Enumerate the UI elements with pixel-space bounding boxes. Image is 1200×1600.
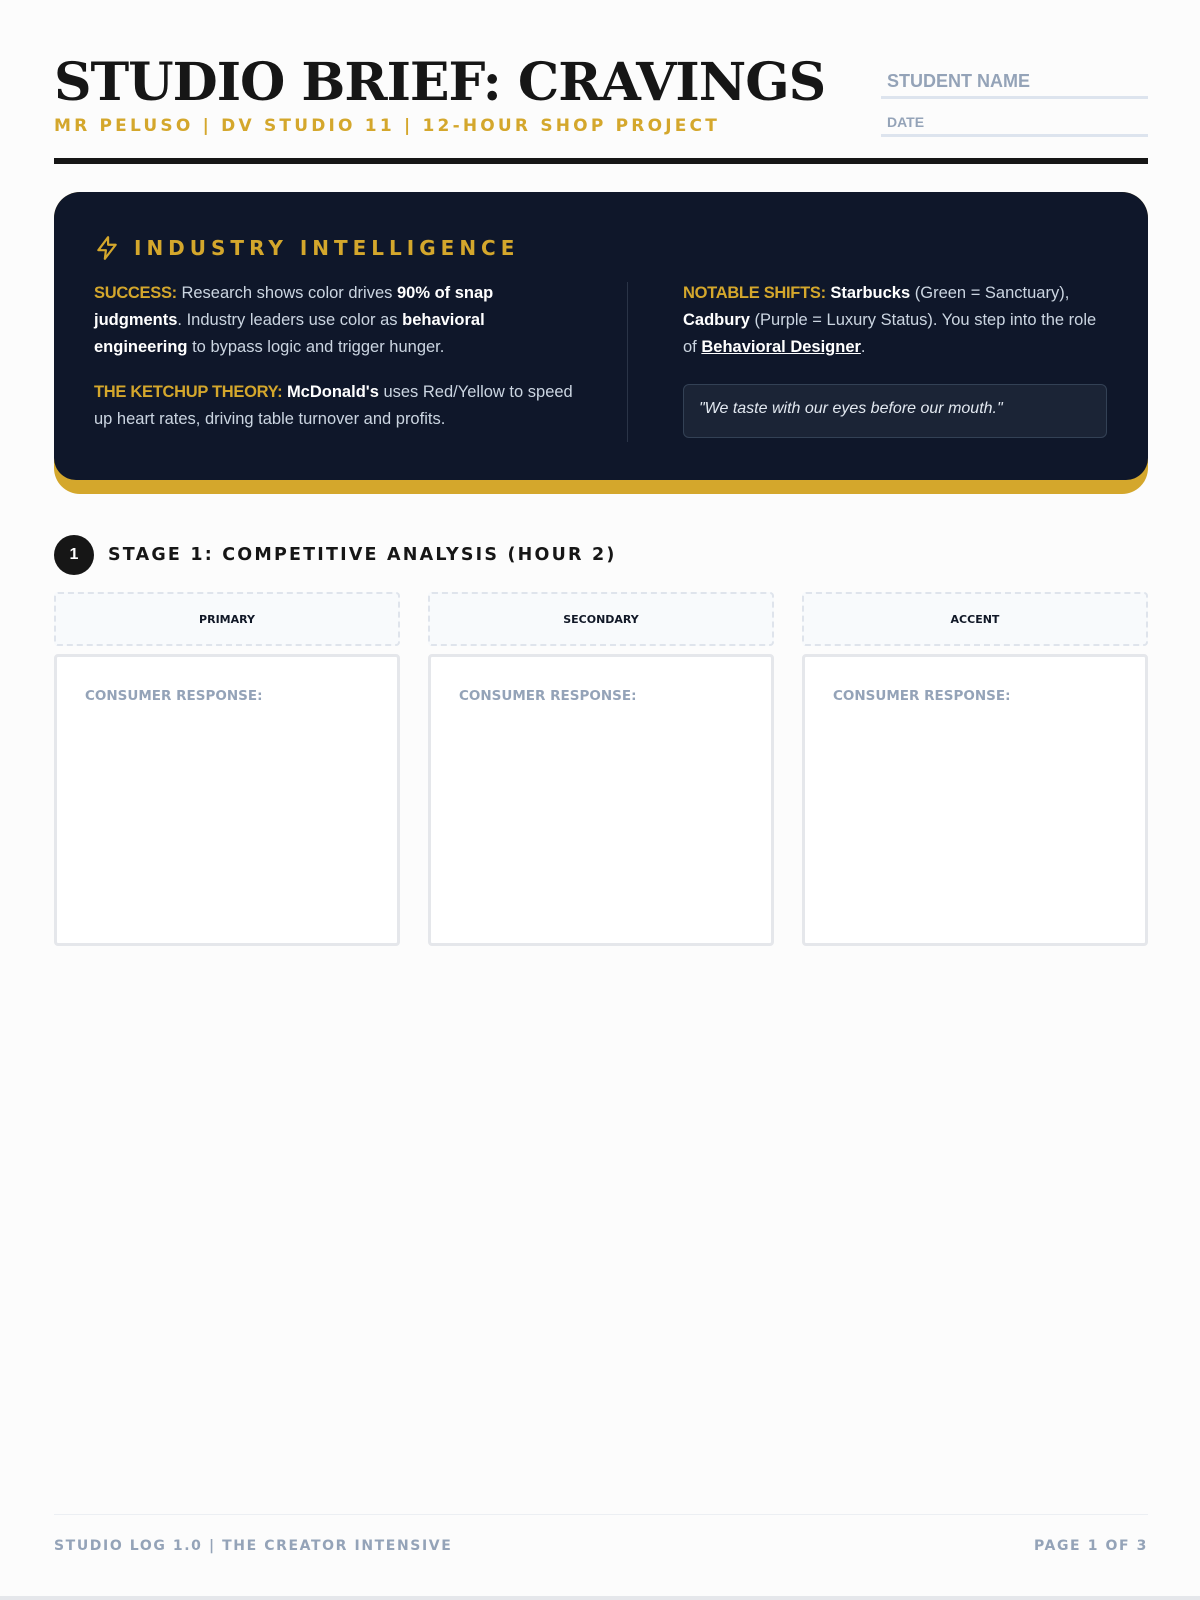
swatch-label: ACCENT [950,612,1000,626]
worksheet-page [54,0,1148,1600]
intel-column-divider [627,282,628,442]
shifts-text-1: (Green = Sanctuary), [910,284,1070,302]
shifts-bold-1: Starbucks [830,284,911,302]
header-divider [54,158,1148,164]
page-subtitle: MR PELUSO | DV STUDIO 11 | 12-HOUR SHOP PROJECT [54,116,721,136]
behavioral-designer-link[interactable]: Behavioral Designer [701,338,861,356]
primary-swatch-box[interactable] [54,592,400,646]
shifts-paragraph [683,280,1103,361]
ketchup-paragraph [94,379,574,433]
footer-divider [54,1514,1148,1515]
swatch-label: SECONDARY [563,612,639,626]
student-name-label: STUDENT NAME [887,71,1030,91]
date-label: DATE [887,114,925,130]
success-text-1: Research shows color drives [176,284,397,302]
success-bold-2: behavioral engineering [94,311,485,356]
footer-log-label: STUDIO LOG 1.0 | THE CREATOR INTENSIVE [54,1538,453,1554]
consumer-response-box[interactable] [428,654,774,946]
student-name-field[interactable] [881,66,1148,99]
shifts-text-2: (Purple = Luxury Status). You step into the role of [683,311,1097,356]
shifts-label: NOTABLE SHIFTS: [683,284,826,302]
industry-intelligence-content [54,192,1148,480]
page-title: STUDIO BRIEF: CRAVINGS [54,52,826,113]
swatch-label: PRIMARY [199,612,255,626]
success-bold-1: 90% of snap judgments [94,284,494,329]
intel-left-column [94,280,574,451]
secondary-swatch-box[interactable] [428,592,774,646]
industry-intelligence-panel [54,192,1148,494]
ketchup-text: uses Red/Yellow to speed up heart rates, driving table turnover and profits. [94,383,573,428]
consumer-response-box[interactable] [802,654,1148,946]
success-paragraph [94,280,574,361]
lightning-bolt-icon [94,235,120,261]
quote-text: "We taste with our eyes before our mouth." [699,400,1003,417]
date-field[interactable] [881,112,1148,137]
intel-heading [94,234,519,262]
accent-swatch-box[interactable] [802,592,1148,646]
success-text-2: . Industry leaders use color as [177,311,403,329]
intel-title: INDUSTRY INTELLIGENCE [134,236,520,260]
page-number: PAGE 1 OF 3 [1033,1538,1148,1554]
page-bottom-edge [0,1596,1200,1600]
shifts-text-3: . [860,338,866,356]
stage-number-badge: 1 [54,535,94,575]
intel-right-column [683,280,1103,379]
shifts-bold-2: Cadbury [683,311,750,329]
consumer-response-label: CONSUMER RESPONSE: [833,688,1011,704]
stage-1-heading [54,535,617,575]
page-header [54,50,1148,166]
consumer-response-label: CONSUMER RESPONSE: [459,688,637,704]
success-label: SUCCESS: [94,284,177,302]
success-text-3: to bypass logic and trigger hunger. [187,338,445,356]
ketchup-bold: McDonald's [286,383,379,401]
consumer-response-box[interactable] [54,654,400,946]
stage-title: STAGE 1: COMPETITIVE ANALYSIS (HOUR 2) [108,545,617,565]
ketchup-label: THE KETCHUP THEORY: [94,383,283,401]
consumer-response-label: CONSUMER RESPONSE: [85,688,263,704]
quote-callout [683,384,1107,438]
